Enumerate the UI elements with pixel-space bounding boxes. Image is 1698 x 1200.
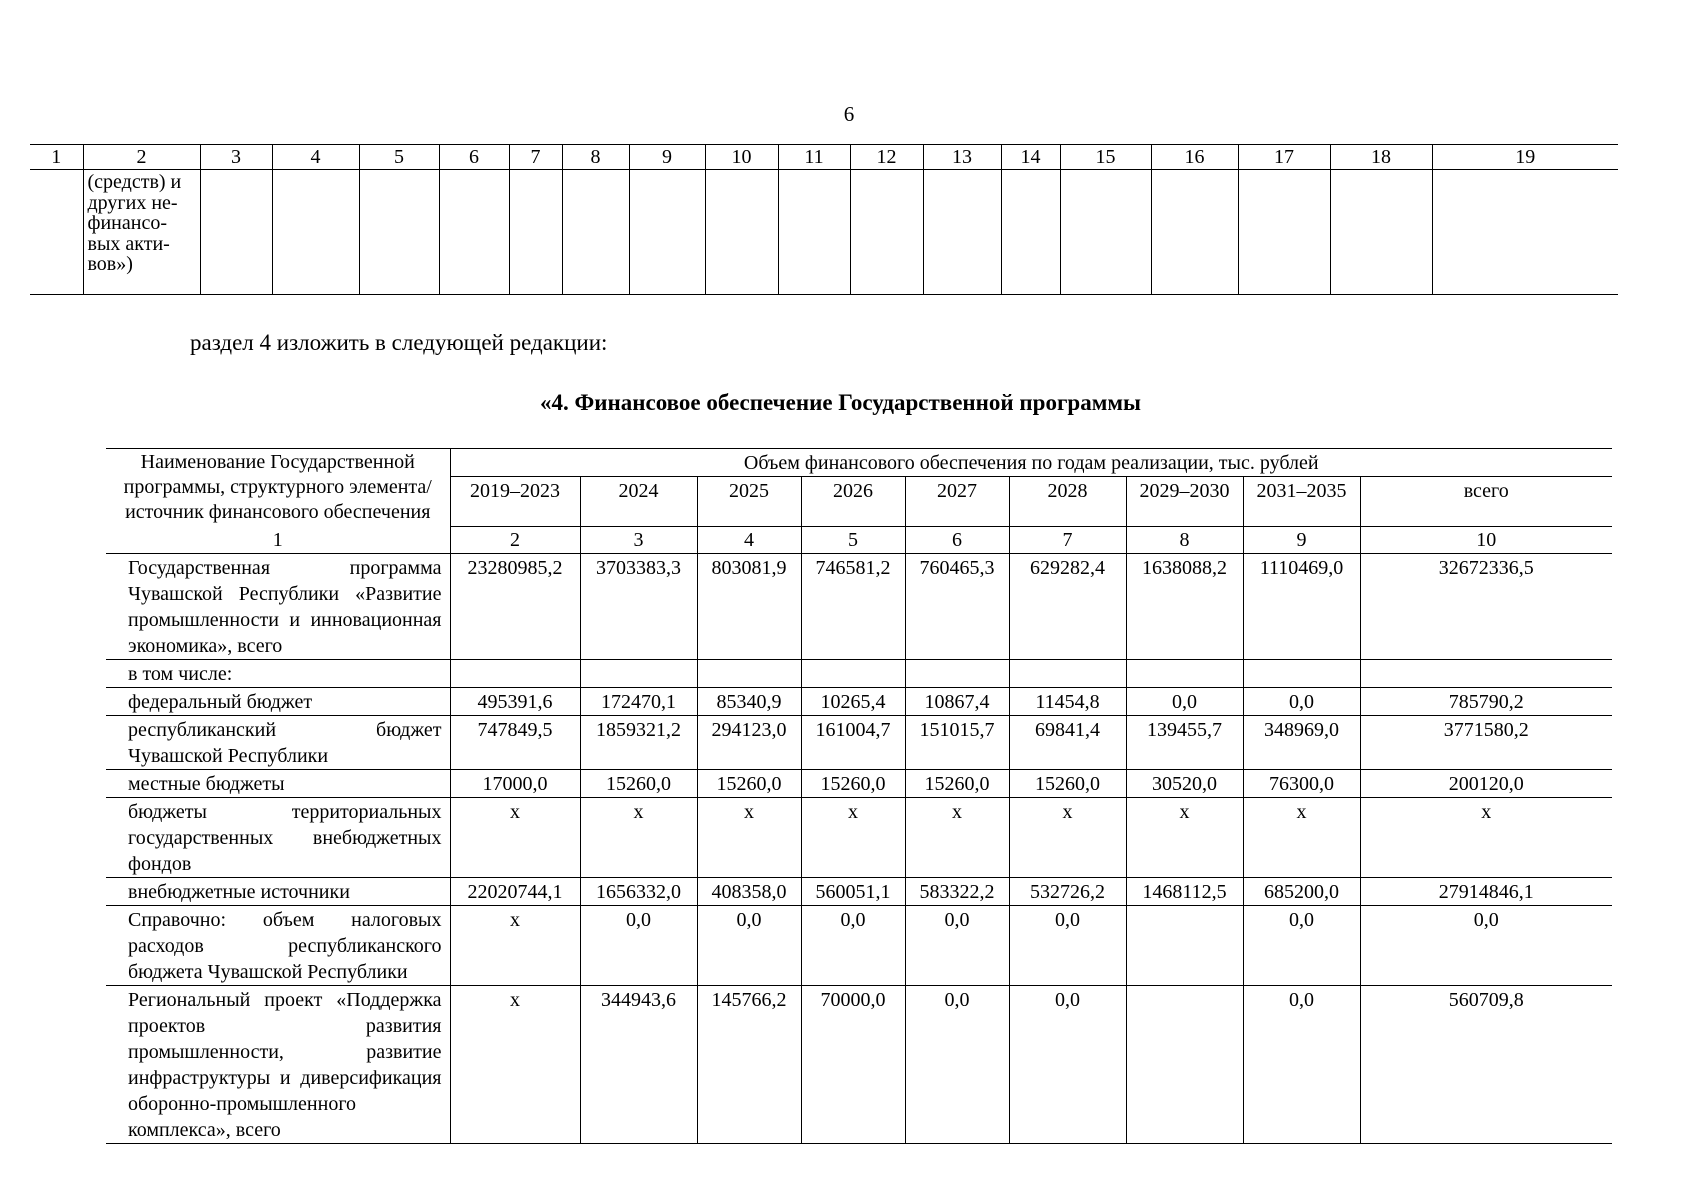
year-header-cell: 2031–2035 (1243, 477, 1360, 527)
row-value-cell: x (697, 798, 801, 878)
intro-text: раздел 4 изложить в следующей редакции: (190, 330, 608, 355)
row-name-cell: бюджеты территориальных государственных внебюджетных фондов (106, 798, 450, 878)
row-value-cell: 760465,3 (905, 554, 1009, 660)
continuation-body-cell (562, 170, 629, 295)
continuation-body-cell (1151, 170, 1238, 295)
row-value-cell: 15260,0 (905, 770, 1009, 798)
row-value-cell: 1638088,2 (1126, 554, 1243, 660)
year-header-cell: 2026 (801, 477, 905, 527)
row-value-cell: x (801, 798, 905, 878)
row-value-cell: 785790,2 (1360, 688, 1612, 716)
row-value-cell: 583322,2 (905, 878, 1009, 906)
row-value-cell: 200120,0 (1360, 770, 1612, 798)
row-value-cell (1126, 906, 1243, 986)
year-header-cell: 2028 (1009, 477, 1126, 527)
year-header-cell: 2019–2023 (450, 477, 580, 527)
row-value-cell: 560709,8 (1360, 986, 1612, 1144)
table-row (106, 770, 1612, 798)
table-row (106, 554, 1612, 660)
row-value-cell: 1468112,5 (1126, 878, 1243, 906)
row-value-cell: 3703383,3 (580, 554, 697, 660)
row-value-cell: 32672336,5 (1360, 554, 1612, 660)
table-row (106, 660, 1612, 688)
row-value-cell: 27914846,1 (1360, 878, 1612, 906)
continuation-body-cell (1001, 170, 1060, 295)
continuation-body-cell (200, 170, 272, 295)
section-title: «4. Финансовое обеспечение Государственной программы (540, 390, 1141, 415)
table-row (106, 798, 1612, 878)
year-header-cell: 2024 (580, 477, 697, 527)
row-value-cell: 1859321,2 (580, 716, 697, 770)
continuation-header-cell: 17 (1238, 145, 1330, 170)
row-value-cell: 15260,0 (697, 770, 801, 798)
row-value-cell: 0,0 (801, 906, 905, 986)
column-number-cell: 5 (801, 527, 905, 554)
continuation-header-cell: 19 (1432, 145, 1618, 170)
row-value-cell: 69841,4 (1009, 716, 1126, 770)
row-value-cell: x (1009, 798, 1126, 878)
name-column-header: Наименование Государственной программы, структурного элемента/ источник финансового обеспечения (106, 449, 450, 527)
continuation-body-cell (705, 170, 778, 295)
continuation-line: вых акти- (87, 232, 170, 255)
row-name-cell: Региональный проект «Поддержка проектов развития промышленности, развитие инфраструктуры и диверсификация оборонно-промышленного комплекса», всего (106, 986, 450, 1144)
continuation-header-cell: 16 (1151, 145, 1238, 170)
row-value-cell: 0,0 (905, 986, 1009, 1144)
column-number-cell: 8 (1126, 527, 1243, 554)
row-value-cell: 560051,1 (801, 878, 905, 906)
column-number-cell: 3 (580, 527, 697, 554)
row-value-cell: 408358,0 (697, 878, 801, 906)
row-value-cell (905, 660, 1009, 688)
row-name-cell: Справочно: объем налоговых расходов республиканского бюджета Чувашской Республики (106, 906, 450, 986)
continuation-header-cell: 2 (83, 145, 200, 170)
row-value-cell: x (450, 906, 580, 986)
continuation-body-cell (1238, 170, 1330, 295)
continuation-header-cell: 3 (200, 145, 272, 170)
column-number-cell: 6 (905, 527, 1009, 554)
page-number: 6 (843, 102, 855, 126)
volume-span-header: Объем финансового обеспечения по годам реализации, тыс. рублей (450, 449, 1612, 477)
row-value-cell: 0,0 (1009, 986, 1126, 1144)
row-value-cell: 348969,0 (1243, 716, 1360, 770)
row-value-cell (1126, 660, 1243, 688)
row-value-cell (1243, 660, 1360, 688)
year-header-cell: 2025 (697, 477, 801, 527)
continuation-header-cell: 4 (272, 145, 359, 170)
finance-header-row-1 (106, 449, 1612, 477)
continuation-body-cell (850, 170, 923, 295)
continuation-header-cell: 1 (30, 145, 83, 170)
column-number-row (106, 527, 1612, 554)
row-value-cell: 0,0 (1360, 906, 1612, 986)
row-value-cell: 15260,0 (801, 770, 905, 798)
continuation-header-row (30, 145, 1618, 170)
continuation-header-cell: 12 (850, 145, 923, 170)
row-value-cell (1360, 660, 1612, 688)
continuation-body-cell (629, 170, 705, 295)
table-row (106, 688, 1612, 716)
row-value-cell (1009, 660, 1126, 688)
row-value-cell: 139455,7 (1126, 716, 1243, 770)
column-number-cell: 4 (697, 527, 801, 554)
row-value-cell: 0,0 (1009, 906, 1126, 986)
row-name-cell: федеральный бюджет (106, 688, 450, 716)
row-value-cell: 15260,0 (580, 770, 697, 798)
year-header-cell: всего (1360, 477, 1612, 527)
year-header-cell: 2027 (905, 477, 1009, 527)
continuation-body-cell (30, 170, 83, 295)
row-value-cell: 172470,1 (580, 688, 697, 716)
row-value-cell: x (450, 986, 580, 1144)
continuation-body-cell (923, 170, 1001, 295)
row-value-cell: 17000,0 (450, 770, 580, 798)
column-number-cell: 10 (1360, 527, 1612, 554)
row-value-cell: 1656332,0 (580, 878, 697, 906)
row-value-cell: 30520,0 (1126, 770, 1243, 798)
continuation-header-cell: 9 (629, 145, 705, 170)
row-value-cell: x (450, 798, 580, 878)
row-value-cell: 0,0 (1243, 688, 1360, 716)
row-value-cell: 0,0 (697, 906, 801, 986)
row-value-cell: x (1126, 798, 1243, 878)
table-row (106, 716, 1612, 770)
row-value-cell: 294123,0 (697, 716, 801, 770)
row-name-cell: местные бюджеты (106, 770, 450, 798)
row-value-cell: 161004,7 (801, 716, 905, 770)
row-value-cell: 76300,0 (1243, 770, 1360, 798)
continuation-header-cell: 14 (1001, 145, 1060, 170)
row-value-cell: 0,0 (1243, 906, 1360, 986)
row-name-cell: республиканский бюджет Чувашской Республики (106, 716, 450, 770)
row-name-cell: Государственная программа Чувашской Республики «Развитие промышленности и инновационная экономика», всего (106, 554, 450, 660)
column-number-cell: 9 (1243, 527, 1360, 554)
continuation-body-cell (272, 170, 359, 295)
continuation-body-cell (1060, 170, 1151, 295)
column-number-cell: 7 (1009, 527, 1126, 554)
continuation-header-cell: 11 (778, 145, 850, 170)
row-value-cell: 0,0 (580, 906, 697, 986)
row-name-cell: внебюджетные источники (106, 878, 450, 906)
continuation-table (30, 144, 1618, 295)
finance-table (106, 448, 1612, 1144)
row-value-cell: 747849,5 (450, 716, 580, 770)
row-value-cell: 532726,2 (1009, 878, 1126, 906)
continuation-line: финансо- (87, 212, 167, 234)
continuation-header-cell: 8 (562, 145, 629, 170)
table-row (106, 906, 1612, 986)
row-value-cell: 629282,4 (1009, 554, 1126, 660)
year-header-cell: 2029–2030 (1126, 477, 1243, 527)
row-name-cell: в том числе: (106, 660, 450, 688)
row-value-cell: 22020744,1 (450, 878, 580, 906)
row-value-cell: 0,0 (905, 906, 1009, 986)
continuation-body-cell (359, 170, 439, 295)
continuation-body-cell (778, 170, 850, 295)
row-value-cell: x (905, 798, 1009, 878)
row-value-cell (580, 660, 697, 688)
row-value-cell: 685200,0 (1243, 878, 1360, 906)
continuation-body-cell (83, 170, 200, 295)
table-row (106, 986, 1612, 1144)
continuation-body-row (30, 170, 1618, 295)
row-value-cell: 0,0 (1243, 986, 1360, 1144)
row-value-cell (801, 660, 905, 688)
row-value-cell: 151015,7 (905, 716, 1009, 770)
continuation-line: других не- (87, 191, 178, 214)
continuation-header-cell: 15 (1060, 145, 1151, 170)
continuation-header-cell: 5 (359, 145, 439, 170)
row-value-cell: 344943,6 (580, 986, 697, 1144)
continuation-body-cell (1432, 170, 1618, 295)
continuation-body-cell (1330, 170, 1432, 295)
continuation-header-cell: 18 (1330, 145, 1432, 170)
row-value-cell: 3771580,2 (1360, 716, 1612, 770)
row-value-cell (697, 660, 801, 688)
continuation-header-cell: 7 (509, 145, 562, 170)
column-number-cell: 2 (450, 527, 580, 554)
row-value-cell: x (1360, 798, 1612, 878)
table-row (106, 878, 1612, 906)
continuation-header-cell: 6 (439, 145, 509, 170)
row-value-cell: 803081,9 (697, 554, 801, 660)
continuation-line: (средств) и (87, 171, 182, 193)
row-value-cell: 145766,2 (697, 986, 801, 1144)
row-value-cell (1126, 986, 1243, 1144)
continuation-body-cell (439, 170, 509, 295)
continuation-header-cell: 13 (923, 145, 1001, 170)
continuation-line: вов») (87, 253, 133, 275)
row-value-cell: 11454,8 (1009, 688, 1126, 716)
row-value-cell: 23280985,2 (450, 554, 580, 660)
row-value-cell: 10867,4 (905, 688, 1009, 716)
row-value-cell: 70000,0 (801, 986, 905, 1144)
row-value-cell: 15260,0 (1009, 770, 1126, 798)
finance-table-body (106, 554, 1612, 1144)
row-value-cell: x (1243, 798, 1360, 878)
continuation-text (88, 170, 196, 275)
row-value-cell: 0,0 (1126, 688, 1243, 716)
row-value-cell: 746581,2 (801, 554, 905, 660)
row-value-cell: x (580, 798, 697, 878)
continuation-header-cell: 10 (705, 145, 778, 170)
row-value-cell: 10265,4 (801, 688, 905, 716)
column-number-cell: 1 (106, 527, 450, 554)
continuation-body-cell (509, 170, 562, 295)
row-value-cell: 85340,9 (697, 688, 801, 716)
row-value-cell (450, 660, 580, 688)
row-value-cell: 1110469,0 (1243, 554, 1360, 660)
row-value-cell: 495391,6 (450, 688, 580, 716)
